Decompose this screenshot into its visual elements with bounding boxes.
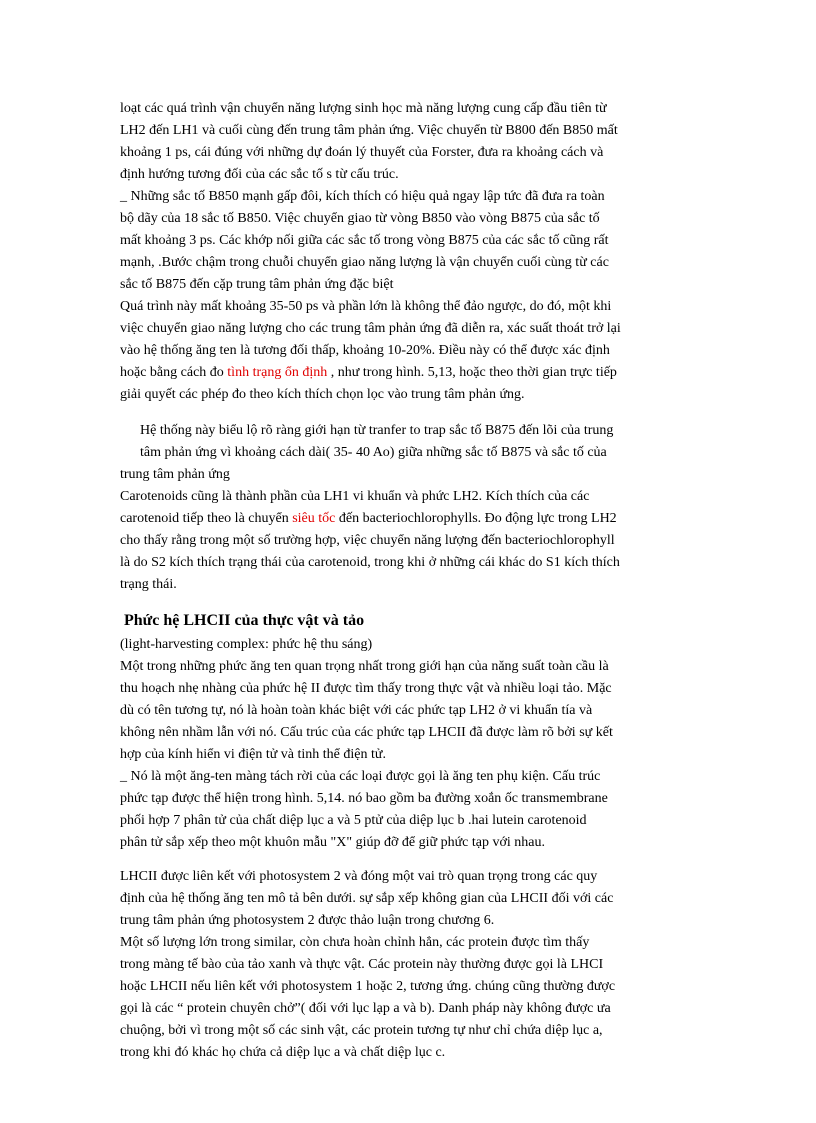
text-line: phân tử sắp xếp theo một khuôn mẫu "X" giúp đỡ để giữ phức tạp với nhau. bbox=[120, 835, 545, 850]
text-line bbox=[120, 508, 617, 530]
highlighted-term: siêu tốc bbox=[292, 511, 336, 526]
text-line: mạnh, .Bước chậm trong chuỗi chuyển giao năng lượng là vận chuyển cuối cùng từ các bbox=[120, 255, 609, 270]
text-line: cho thấy rằng trong một số trường hợp, việc chuyển năng lượng đến bacteriochlorophyll bbox=[120, 533, 615, 548]
text-line: (light-harvesting complex: phức hệ thu sáng) bbox=[120, 637, 373, 652]
highlighted-term: tình trạng ổn định bbox=[227, 365, 328, 380]
text-line: mất khoảng 3 ps. Các khớp nối giữa các sắc tố trong vòng B875 của các sắc tố cũng rất bbox=[120, 233, 609, 248]
text-line: loạt các quá trình vận chuyển năng lượng sinh học mà năng lượng cung cấp đầu tiên từ bbox=[120, 101, 607, 116]
text-line: LHCII được liên kết với photosystem 2 và đóng một vai trò quan trọng trong các quy bbox=[120, 869, 598, 884]
text-line: vào hệ thống ăng ten là tương đối thấp, khoảng 10-20%. Điều này có thể được xác định bbox=[120, 343, 610, 358]
text-line: hợp của kính hiển vi điện tử và tinh thể điện tử. bbox=[120, 747, 386, 762]
text-line: không nên nhầm lẫn với nó. Cấu trúc của các phức tạp LHCII đã được làm rõ bởi sự kết bbox=[120, 725, 613, 740]
text-line: Một số lượng lớn trong similar, còn chưa hoàn chỉnh hẳn, các protein được tìm thấy bbox=[120, 935, 590, 950]
section-heading: Phức hệ LHCII của thực vật và tảo bbox=[124, 612, 365, 629]
text-line: LH2 đến LH1 và cuối cùng đến trung tâm phản ứng. Việc chuyển từ B800 đến B850 mất bbox=[120, 123, 618, 138]
text-line: giải quyết các phép đo theo kích thích chọn lọc vào trung tâm phản ứng. bbox=[120, 387, 525, 402]
text-line: Một trong những phức ăng ten quan trọng nhất trong giới hạn của năng suất toàn cầu là bbox=[120, 659, 609, 674]
text-line: phức tạp được thể hiện trong hình. 5,14. nó bao gồm ba đường xoắn ốc transmembrane bbox=[120, 791, 608, 806]
text-line: dù có tên tương tự, nó là hoàn toàn khác biệt với các phức tạp LH2 ở vi khuẩn tía và bbox=[120, 703, 593, 718]
text-run: carotenoid tiếp theo là chuyển bbox=[120, 511, 293, 526]
text-line: bộ dãy của 18 sắc tố B850. Việc chuyển giao từ vòng B850 vào vòng B875 của sắc tố bbox=[120, 211, 600, 226]
text-line: trung tâm phản ứng bbox=[120, 467, 230, 482]
text-line: trung tâm phản ứng photosystem 2 được thảo luận trong chương 6. bbox=[120, 913, 495, 928]
text-line: hoặc LHCII nếu liên kết với photosystem 1 hoặc 2, tương ứng. chúng cũng thường được bbox=[120, 979, 616, 994]
text-line: việc chuyển giao năng lượng cho các trung tâm phản ứng đã diễn ra, xác suất thoát trở lại bbox=[120, 321, 621, 336]
text-line: sắc tố B875 đến cặp trung tâm phản ứng đặc biệt bbox=[120, 277, 394, 292]
text-line: khoảng 1 ps, cái đúng với những dự đoán lý thuyết của Forster, đưa ra khoảng cách và bbox=[120, 145, 604, 160]
text-line: trong màng tế bào của tảo xanh và thực vật. Các protein này thường được gọi là LHCI bbox=[120, 957, 604, 972]
text-line: thu hoạch nhẹ nhàng của phức hệ II được tìm thấy trong thực vật và nhiều loại tảo. Mặc bbox=[120, 681, 612, 696]
text-run: đến bacteriochlorophylls. Đo động lực trong LH2 bbox=[335, 511, 617, 526]
text-line: Hệ thống này biểu lộ rõ ràng giới hạn từ tranfer to trap sắc tố B875 đến lõi của trung bbox=[140, 423, 614, 438]
text-line: định hướng tương đối của các sắc tố s từ cấu trúc. bbox=[120, 167, 399, 182]
text-line: trong khi đó khác họ chứa cả diệp lục a và chất diệp lục c. bbox=[120, 1045, 446, 1060]
text-line: Carotenoids cũng là thành phần của LH1 vi khuẩn và phức LH2. Kích thích của các bbox=[120, 489, 590, 504]
text-line: gọi là các “ protein chuyên chở”( đối với lục lạp a và b). Danh pháp này không được ưa bbox=[120, 1001, 611, 1016]
text-line: _ Nó là một ăng-ten màng tách rời của các loại được gọi là ăng ten phụ kiện. Cấu trúc bbox=[120, 769, 601, 784]
text-line: phối hợp 7 phân tử của chất diệp lục a và 5 ptử của diệp lục b .hai lutein carotenoid bbox=[120, 813, 587, 828]
text-line: định của hệ thống ăng ten mô tả bên dưới. sự sắp xếp không gian của LHCII đối với các bbox=[120, 891, 614, 906]
text-line: _ Những sắc tố B850 mạnh gấp đôi, kích thích có hiệu quả ngay lập tức đã đưa ra toàn bbox=[120, 189, 605, 204]
text-line: tâm phản ứng vì khoảng cách dài( 35- 40 Ao) giữa những sắc tố B875 và sắc tố của bbox=[140, 445, 607, 460]
text-run: hoặc bằng cách đo bbox=[120, 365, 228, 380]
text-line: Quá trình này mất khoảng 35-50 ps và phần lớn là không thể đảo ngược, do đó, một khi bbox=[120, 299, 612, 314]
text-line bbox=[120, 362, 617, 384]
text-line: là do S2 kích thích trạng thái của carotenoid, trong khi ở những cái khác do S1 kích thích bbox=[120, 555, 620, 570]
text-line: trạng thái. bbox=[120, 577, 177, 592]
text-line: chuộng, bởi vì trong một số các sinh vật, các protein tương tự như chỉ chứa diệp lục a, bbox=[120, 1023, 603, 1038]
text-run: , như trong hình. 5,13, hoặc theo thời gian trực tiếp bbox=[327, 365, 617, 380]
